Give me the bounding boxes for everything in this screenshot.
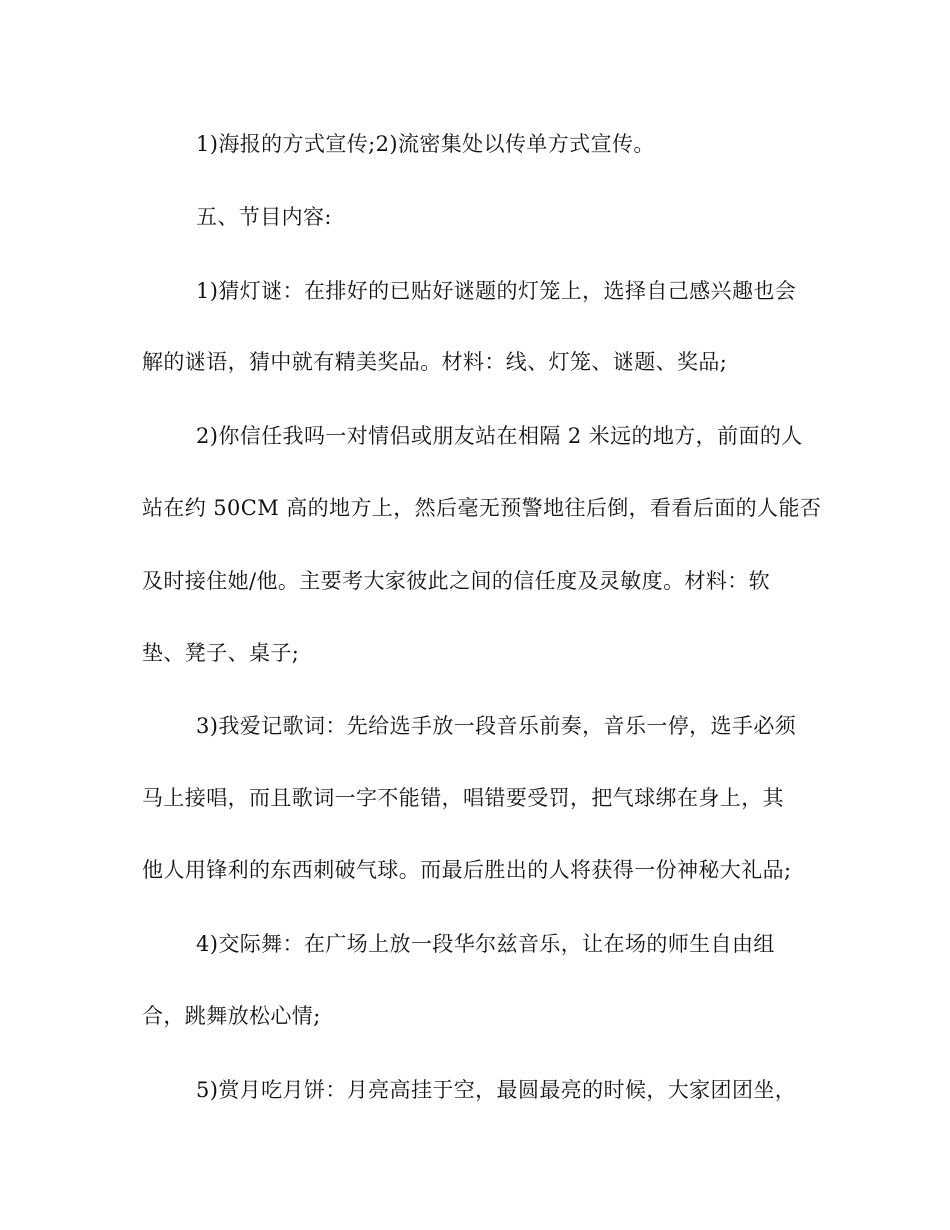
- paragraph-lyrics-game-line-1: 3)我爱记歌词：先给选手放一段音乐前奏，音乐一停，选手必须: [196, 714, 797, 738]
- paragraph-ballroom-dance-line-2: 合，跳舞放松心情;: [142, 1004, 321, 1028]
- paragraph-lyrics-game-line-3: 他人用锋利的东西刺破气球。而最后胜出的人将获得一份神秘大礼品;: [142, 858, 792, 882]
- paragraph-trust-game-line-2: 站在约 50CM 高的地方上，然后毫无预警地往后倒，看看后面的人能否: [142, 496, 822, 520]
- paragraph-publicity-methods: 1)海报的方式宣传;2)流密集处以传单方式宣传。: [196, 132, 655, 156]
- paragraph-trust-game-line-3: 及时接住她/他。主要考大家彼此之间的信任度及灵敏度。材料：软: [142, 569, 771, 593]
- section-heading-program-content: 五、节目内容:: [196, 205, 332, 229]
- paragraph-lyrics-game-line-2: 马上接唱，而且歌词一字不能错，唱错要受罚，把气球绑在身上，其: [142, 786, 784, 810]
- paragraph-lantern-riddles-line-1: 1)猜灯谜：在排好的已贴好谜题的灯笼上，选择自己感兴趣也会: [196, 279, 797, 303]
- paragraph-trust-game-line-1: 2)你信任我吗一对情侣或朋友站在相隔 2 米远的地方，前面的人: [196, 424, 803, 448]
- paragraph-trust-game-line-4: 垫、凳子、桌子;: [142, 641, 300, 665]
- paragraph-ballroom-dance-line-1: 4)交际舞：在广场上放一段华尔兹音乐，让在场的师生自由组: [196, 932, 775, 956]
- paragraph-moon-viewing-line-1: 5)赏月吃月饼：月亮高挂于空，最圆最亮的时候，大家团团坐，: [196, 1078, 797, 1102]
- paragraph-lantern-riddles-line-2: 解的谜语，猜中就有精美奖品。材料：线、灯笼、谜题、奖品;: [142, 350, 728, 374]
